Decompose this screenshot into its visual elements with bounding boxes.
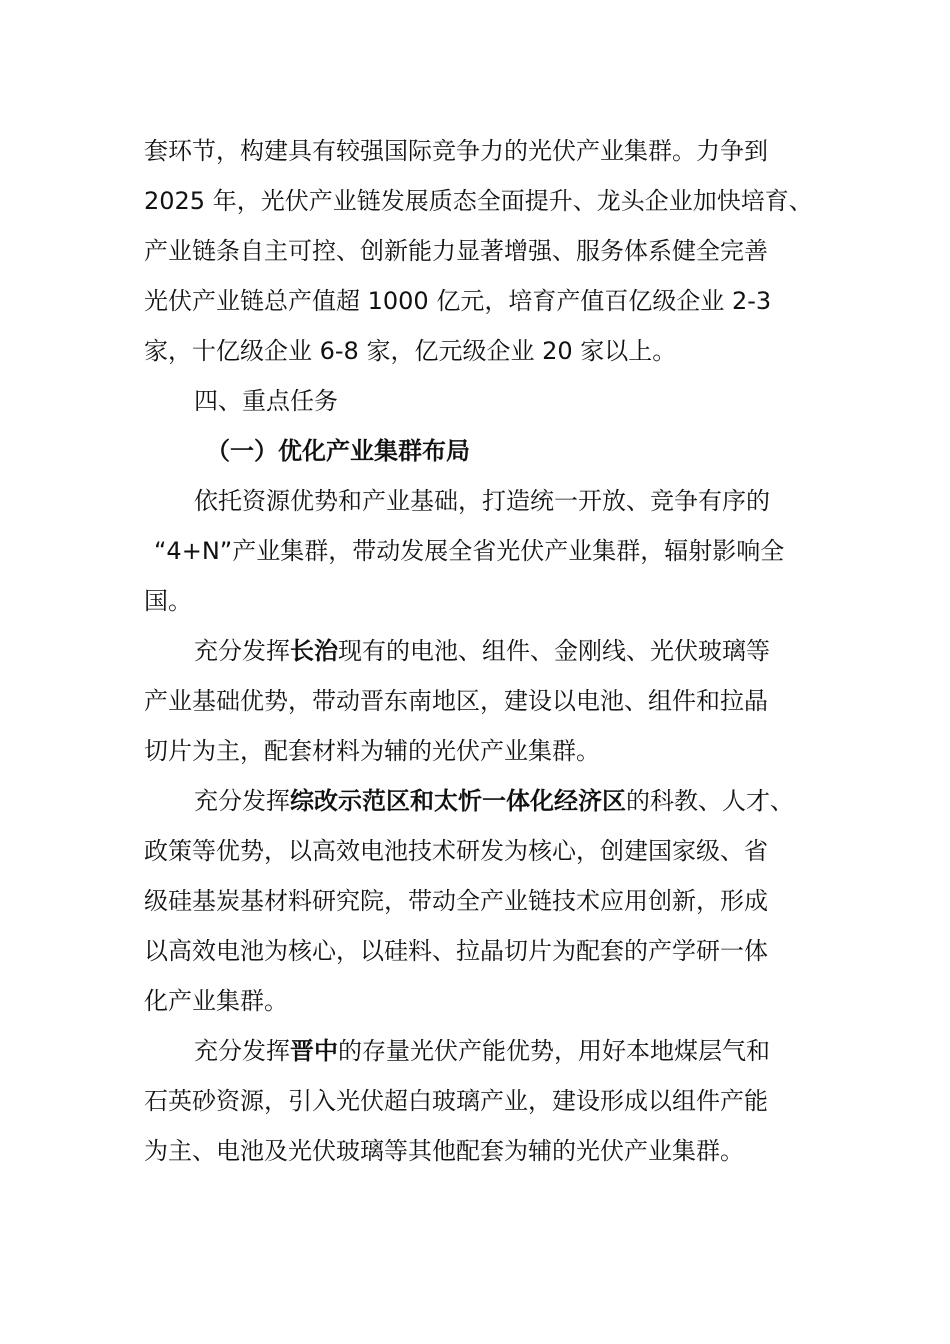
- paragraph-first-line: [144, 626, 810, 676]
- text-line: 以高效电池为核心，以硅料、拉晶切片为配套的产学研一体: [144, 937, 768, 965]
- text-line: 国。: [144, 587, 192, 615]
- text-line: 级硅基炭基材料研究院，带动全产业链技术应用创新，形成: [144, 887, 768, 915]
- document-body: [144, 126, 813, 1176]
- text-run: 现有的电池、组件、金刚线、光伏玻璃等: [338, 637, 770, 665]
- text-line: 政策等优势，以高效电池技术研发为核心，创建国家级、省: [144, 837, 768, 865]
- text-line: 化产业集群。: [144, 987, 288, 1015]
- text-line: 石英砂资源，引入光伏超白玻璃产业，建设形成以组件产能: [144, 1087, 768, 1115]
- highlight-place-name: 长治: [290, 637, 338, 665]
- highlight-place-name: 晋中: [290, 1037, 338, 1065]
- text-line: 2025 年，光伏产业链发展质态全面提升、龙头企业加快培育、: [144, 187, 813, 215]
- text-run: 的科教、人才、: [626, 787, 794, 815]
- highlight-place-name: 综改示范区和太忻一体化经济区: [290, 787, 626, 815]
- paragraph-first-line: [144, 1026, 810, 1076]
- subsection-heading: （一）优化产业集群布局: [206, 437, 470, 465]
- text-line: 切片为主，配套材料为辅的光伏产业集群。: [144, 737, 600, 765]
- text-line: 套环节，构建具有较强国际竞争力的光伏产业集群。力争到: [144, 137, 768, 165]
- text-line: 光伏产业链总产值超 1000 亿元，培育产值百亿级企业 2-3: [144, 287, 772, 315]
- text-line: 家，十亿级企业 6-8 家，亿元级企业 20 家以上。: [144, 337, 677, 365]
- text-line: 为主、电池及光伏玻璃等其他配套为辅的光伏产业集群。: [144, 1137, 744, 1165]
- text-run: 充分发挥: [194, 1037, 290, 1065]
- text-line: 产业链条自主可控、创新能力显著增强、服务体系健全完善: [144, 237, 768, 265]
- section-heading: 四、重点任务: [194, 387, 338, 415]
- text-run: 充分发挥: [194, 637, 290, 665]
- text-run: 充分发挥: [194, 787, 290, 815]
- text-line: “4+N”产业集群，带动发展全省光伏产业集群，辐射影响全: [154, 537, 785, 565]
- paragraph-first-line: [144, 776, 810, 826]
- text-line: 依托资源优势和产业基础，打造统一开放、竞争有序的: [194, 487, 770, 515]
- text-line: 产业基础优势，带动晋东南地区，建设以电池、组件和拉晶: [144, 687, 768, 715]
- text-run: 的存量光伏产能优势，用好本地煤层气和: [338, 1037, 770, 1065]
